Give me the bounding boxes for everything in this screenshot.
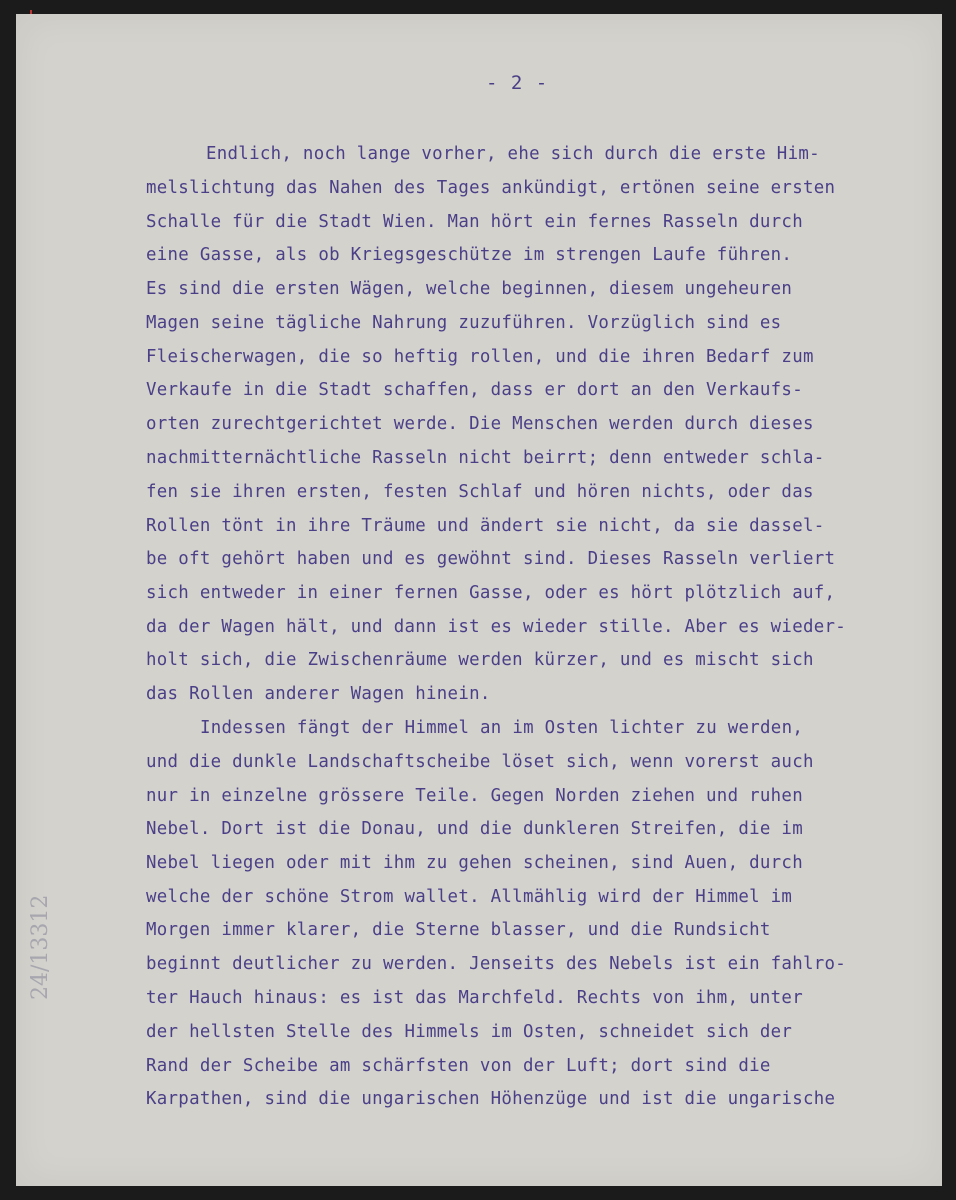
text-line: eine Gasse, als ob Kriegsgeschütze im strengen Laufe führen. — [146, 245, 793, 265]
pencil-archive-number: 24/13312 — [28, 894, 53, 1000]
text-line: melslichtung das Nahen des Tages ankündigt, ertönen seine ersten — [146, 178, 836, 198]
typewritten-page — [16, 14, 942, 1186]
text-line: Verkaufe in die Stadt schaffen, dass er dort an den Verkaufs- — [146, 380, 803, 400]
text-line: das Rollen anderer Wagen hinein. — [146, 684, 491, 704]
text-line: da der Wagen hält, und dann ist es wieder stille. Aber es wieder- — [146, 617, 847, 637]
text-line: nur in einzelne grössere Teile. Gegen Norden ziehen und ruhen — [146, 786, 803, 806]
text-line: holt sich, die Zwischenräume werden kürzer, und es mischt sich — [146, 650, 814, 670]
text-line: Rollen tönt in ihre Träume und ändert sie nicht, da sie dassel- — [146, 516, 825, 536]
text-line: Indessen fängt der Himmel an im Osten lichter zu werden, — [200, 718, 804, 738]
text-line: Magen seine tägliche Nahrung zuzuführen. Vorzüglich sind es — [146, 313, 782, 333]
text-line: Nebel. Dort ist die Donau, und die dunkleren Streifen, die im — [146, 819, 803, 839]
text-line: Schalle für die Stadt Wien. Man hört ein fernes Rasseln durch — [146, 212, 803, 232]
text-line: be oft gehört haben und es gewöhnt sind. Dieses Rasseln verliert — [146, 549, 836, 569]
text-line: und die dunkle Landschaftscheibe löset sich, wenn vorerst auch — [146, 752, 814, 772]
text-line: Es sind die ersten Wägen, welche beginnen, diesem ungeheuren — [146, 279, 793, 299]
text-line: Endlich, noch lange vorher, ehe sich durch die erste Him- — [206, 144, 820, 164]
text-line: ter Hauch hinaus: es ist das Marchfeld. Rechts von ihm, unter — [146, 988, 803, 1008]
text-line: Fleischerwagen, die so heftig rollen, und die ihren Bedarf zum — [146, 347, 814, 367]
text-line: Nebel liegen oder mit ihm zu gehen scheinen, sind Auen, durch — [146, 853, 803, 873]
text-line: Karpathen, sind die ungarischen Höhenzüge und ist die ungarische — [146, 1089, 836, 1109]
text-line: der hellsten Stelle des Himmels im Osten, schneidet sich der — [146, 1022, 793, 1042]
page-number: - 2 - — [486, 72, 549, 94]
text-line: welche der schöne Strom wallet. Allmählig wird der Himmel im — [146, 887, 793, 907]
text-line: orten zurechtgerichtet werde. Die Menschen werden durch dieses — [146, 414, 814, 434]
text-line: Rand der Scheibe am schärfsten von der Luft; dort sind die — [146, 1056, 771, 1076]
text-line: beginnt deutlicher zu werden. Jenseits des Nebels ist ein fahlro- — [146, 954, 847, 974]
text-line: fen sie ihren ersten, festen Schlaf und hören nichts, oder das — [146, 482, 814, 502]
text-line: sich entweder in einer fernen Gasse, oder es hört plötzlich auf, — [146, 583, 836, 603]
text-line: Morgen immer klarer, die Sterne blasser, und die Rundsicht — [146, 920, 771, 940]
text-line: nachmitternächtliche Rasseln nicht beirrt; denn entweder schla- — [146, 448, 825, 468]
